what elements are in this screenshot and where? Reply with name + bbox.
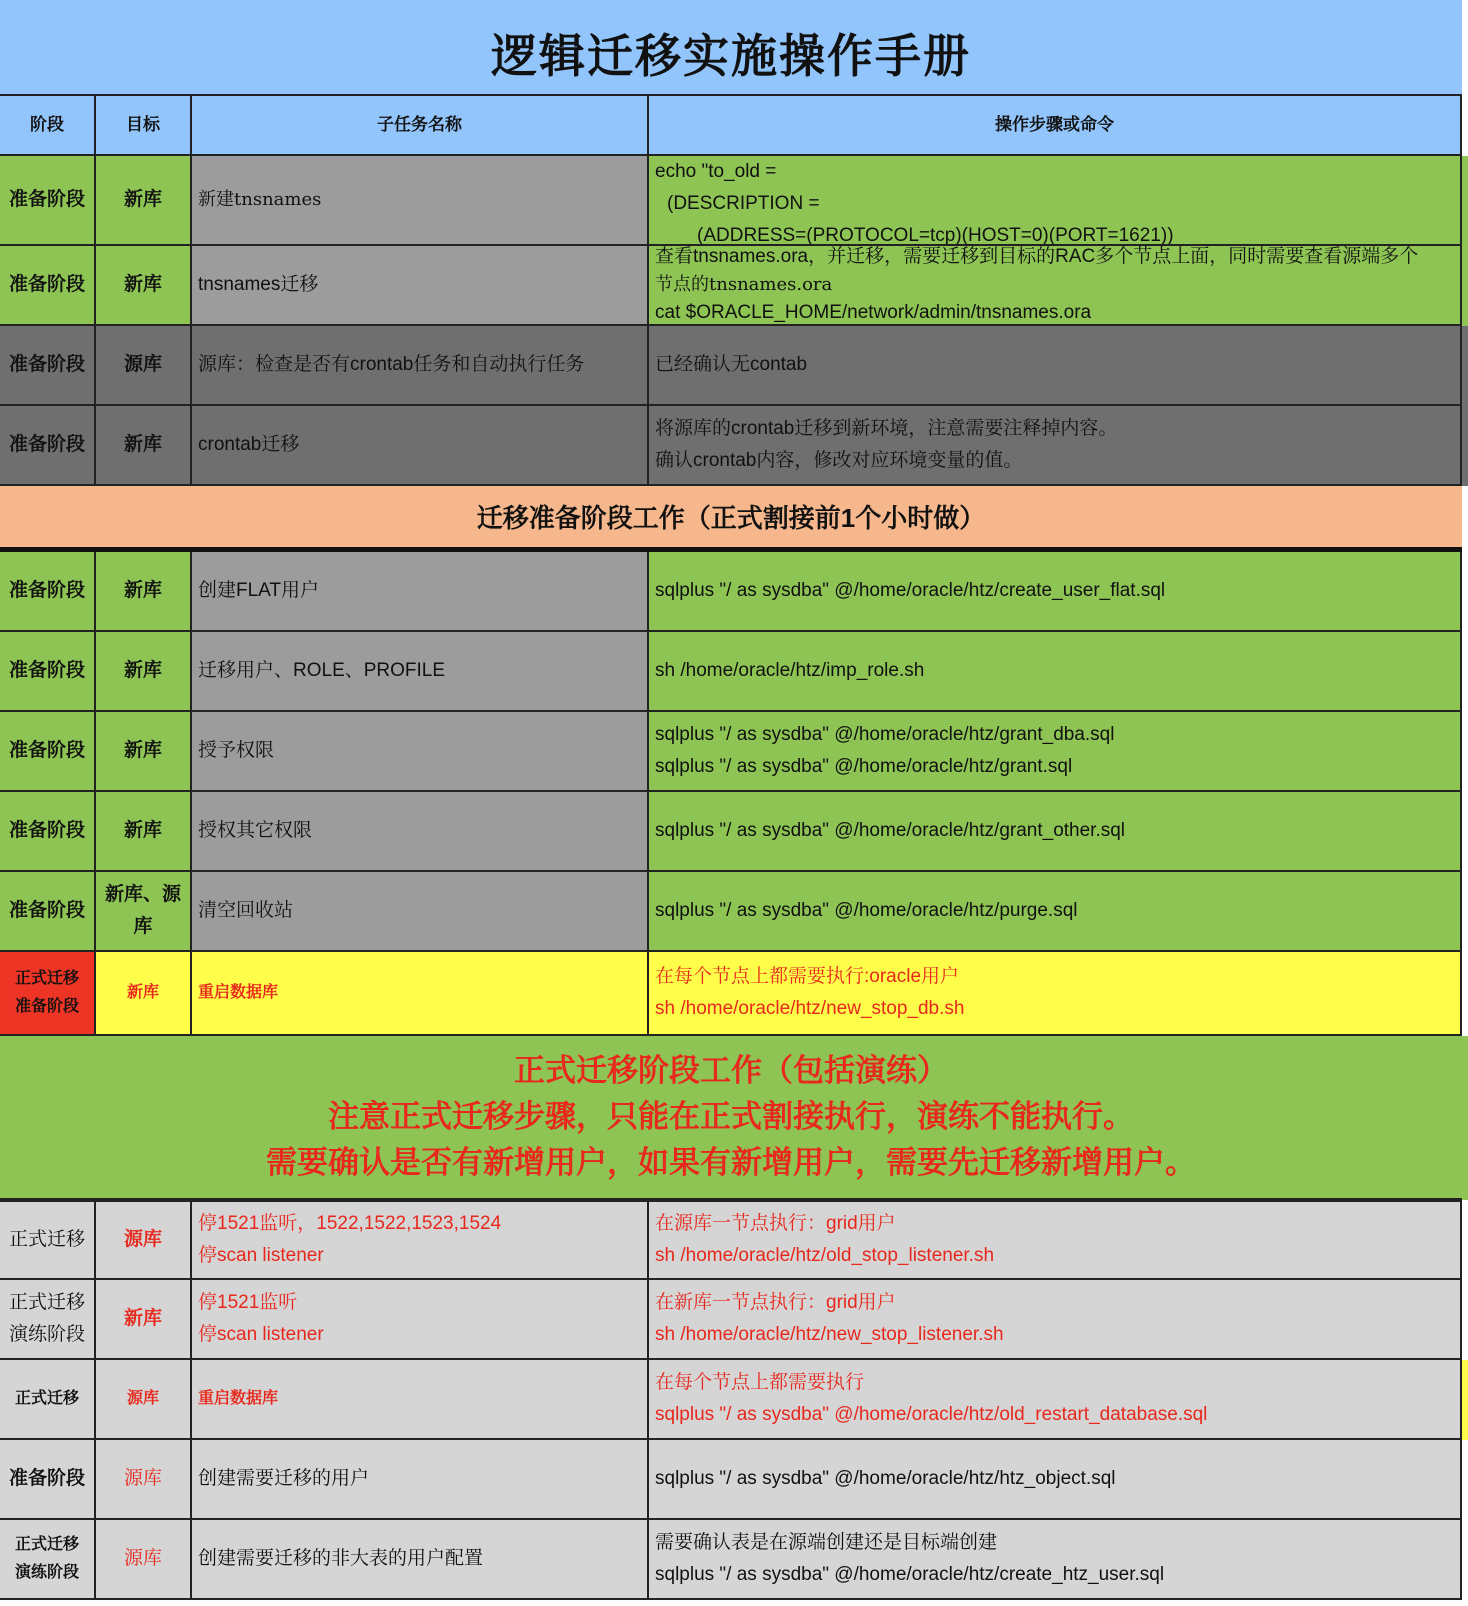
stage-line: 演练阶段 <box>8 1324 85 1345</box>
section-banner-prep: 迁移准备阶段工作（正式割接前1个小时做） <box>0 486 1462 552</box>
table-row <box>0 1360 1462 1440</box>
target-line: 库 <box>133 916 153 937</box>
target-cell: 源库 <box>96 1360 192 1438</box>
target-cell: 源库 <box>96 1202 192 1278</box>
table-row <box>0 1200 1462 1280</box>
step-line: 在每个节点上都需要执行 <box>655 1372 865 1393</box>
stage-cell: 准备阶段 <box>0 156 96 244</box>
steps-cell: 已经确认无contab <box>649 326 1462 404</box>
target-cell: 新库 <box>96 712 192 790</box>
document-title-band <box>0 0 1462 94</box>
table-row <box>0 872 1462 952</box>
steps-cell: sqlplus "/ as sysdba" @/home/oracle/htz/htz_object.sql <box>649 1440 1462 1518</box>
table-row <box>0 326 1462 406</box>
steps-cell <box>649 406 1462 484</box>
subtask-cell: 创建需要迁移的用户 <box>192 1440 649 1518</box>
subtask-cell: 授予权限 <box>192 712 649 790</box>
stage-line: 正式迁移 <box>14 970 79 987</box>
stage-cell <box>0 1280 96 1358</box>
step-line: sqlplus "/ as sysdba" @/home/oracle/htz/grant_dba.sql <box>655 724 1115 745</box>
steps-cell <box>649 952 1462 1034</box>
stage-line: 正式迁移 <box>8 1292 85 1313</box>
table-row <box>0 1440 1462 1520</box>
banner-line: 注意正式迁移步骤，只能在正式割接执行，演练不能执行。 <box>328 1099 1134 1134</box>
subtask-line: 停1521监听 <box>198 1292 298 1313</box>
subtask-cell <box>192 1202 649 1278</box>
stage-cell <box>0 952 96 1034</box>
step-line: sh /home/oracle/htz/new_stop_listener.sh <box>655 1324 1004 1345</box>
stage-line: 准备阶段 <box>14 998 79 1015</box>
table-row <box>0 246 1462 326</box>
table-row <box>0 792 1462 872</box>
step-line: 在新库一节点执行：grid用户 <box>655 1292 896 1313</box>
subtask-cell: 新建tnsnames <box>192 156 649 244</box>
table-row <box>0 156 1462 246</box>
target-cell: 新库 <box>96 552 192 630</box>
steps-cell <box>649 246 1462 324</box>
subtask-cell: 重启数据库 <box>192 1360 649 1438</box>
target-cell: 源库 <box>96 1520 192 1598</box>
subtask-line: 停scan listener <box>198 1324 324 1345</box>
subtask-cell: crontab迁移 <box>192 406 649 484</box>
step-line: 查看tnsnames.ora，并迁移，需要迁移到目标的RAC多个节点上面，同时需要查看源端多个 <box>655 246 1419 267</box>
target-cell: 新库 <box>96 792 192 870</box>
subtask-cell: 迁移用户、ROLE、PROFILE <box>192 632 649 710</box>
steps-cell <box>649 1280 1462 1358</box>
subtask-cell: 重启数据库 <box>192 952 649 1034</box>
target-cell: 新库 <box>96 246 192 324</box>
target-cell: 新库 <box>96 1280 192 1358</box>
step-line: 节点的tnsnames.ora <box>655 274 833 295</box>
step-line: 确认crontab内容，修改对应环境变量的值。 <box>655 450 1023 471</box>
target-cell: 新库 <box>96 952 192 1034</box>
steps-cell <box>649 712 1462 790</box>
steps-cell <box>649 1520 1462 1598</box>
step-line: sqlplus "/ as sysdba" @/home/oracle/htz/grant.sql <box>655 756 1073 777</box>
subtask-line: 停1521监听，1522,1522,1523,1524 <box>198 1213 502 1234</box>
target-cell: 新库 <box>96 632 192 710</box>
header-target: 目标 <box>96 96 192 154</box>
edge-strip <box>1462 1036 1468 1200</box>
steps-cell <box>649 1360 1462 1438</box>
step-line: sh /home/oracle/htz/old_stop_listener.sh <box>655 1245 995 1266</box>
stage-cell: 准备阶段 <box>0 246 96 324</box>
table-row <box>0 1520 1462 1600</box>
stage-cell: 准备阶段 <box>0 872 96 950</box>
table-row <box>0 406 1462 486</box>
subtask-line: 停scan listener <box>198 1245 324 1266</box>
target-cell: 源库 <box>96 1440 192 1518</box>
stage-cell: 准备阶段 <box>0 712 96 790</box>
header-subtask: 子任务名称 <box>192 96 649 154</box>
target-cell: 新库 <box>96 156 192 244</box>
subtask-cell: 源库：检查是否有crontab任务和自动执行任务 <box>192 326 649 404</box>
subtask-cell: 创建需要迁移的非大表的用户配置 <box>192 1520 649 1598</box>
header-steps: 操作步骤或命令 <box>649 96 1462 154</box>
edge-strip <box>1462 326 1468 486</box>
step-line: echo "to_old = <box>655 161 777 182</box>
document-title: 逻辑迁移实施操作手册 <box>491 30 971 82</box>
step-line: (ADDRESS=(PROTOCOL=tcp)(HOST=0)(PORT=1621)) <box>697 225 1174 244</box>
steps-cell: sqlplus "/ as sysdba" @/home/oracle/htz/grant_other.sql <box>649 792 1462 870</box>
stage-cell <box>0 1520 96 1598</box>
stage-cell: 准备阶段 <box>0 792 96 870</box>
step-line: 将源库的crontab迁移到新环境，注意需要注释掉内容。 <box>655 418 1118 439</box>
target-cell: 源库 <box>96 326 192 404</box>
subtask-cell: 创建FLAT用户 <box>192 552 649 630</box>
step-line: cat $ORACLE_HOME/network/admin/tnsnames.ora <box>655 302 1092 323</box>
stage-cell: 准备阶段 <box>0 326 96 404</box>
step-line: 在源库一节点执行：grid用户 <box>655 1213 896 1234</box>
steps-cell: sqlplus "/ as sysdba" @/home/oracle/htz/create_user_flat.sql <box>649 552 1462 630</box>
subtask-cell: 清空回收站 <box>192 872 649 950</box>
target-cell <box>96 872 192 950</box>
subtask-cell: tnsnames迁移 <box>192 246 649 324</box>
section-banner-formal <box>0 1036 1462 1200</box>
table-row <box>0 952 1462 1036</box>
steps-cell <box>649 156 1462 244</box>
table-row <box>0 1280 1462 1360</box>
stage-cell: 正式迁移 <box>0 1202 96 1278</box>
edge-strip <box>1462 1360 1468 1440</box>
target-line: 新库、源 <box>104 884 181 905</box>
subtask-cell <box>192 1280 649 1358</box>
step-line: sqlplus "/ as sysdba" @/home/oracle/htz/create_htz_user.sql <box>655 1564 1165 1585</box>
table-row <box>0 712 1462 792</box>
subtask-cell: 授权其它权限 <box>192 792 649 870</box>
target-cell: 新库 <box>96 406 192 484</box>
stage-cell: 正式迁移 <box>0 1360 96 1438</box>
header-stage: 阶段 <box>0 96 96 154</box>
stage-line: 演练阶段 <box>14 1564 79 1581</box>
step-line: sqlplus "/ as sysdba" @/home/oracle/htz/old_restart_database.sql <box>655 1404 1208 1425</box>
banner-line: 需要确认是否有新增用户，如果有新增用户，需要先迁移新增用户。 <box>266 1145 1196 1180</box>
step-line: 在每个节点上都需要执行:oracle用户 <box>655 966 960 987</box>
stage-cell: 准备阶段 <box>0 632 96 710</box>
step-line: 需要确认表是在源端创建还是目标端创建 <box>655 1532 998 1553</box>
edge-strip <box>1462 156 1468 326</box>
steps-cell <box>649 1202 1462 1278</box>
stage-cell: 准备阶段 <box>0 552 96 630</box>
step-line: sh /home/oracle/htz/new_stop_db.sh <box>655 998 965 1019</box>
steps-cell: sh /home/oracle/htz/imp_role.sh <box>649 632 1462 710</box>
stage-line: 正式迁移 <box>14 1536 79 1553</box>
stage-cell: 准备阶段 <box>0 406 96 484</box>
table-row <box>0 552 1462 632</box>
table-header-row <box>0 94 1462 156</box>
step-line: (DESCRIPTION = <box>667 193 820 214</box>
stage-cell: 准备阶段 <box>0 1440 96 1518</box>
table-row <box>0 632 1462 712</box>
banner-line: 正式迁移阶段工作（包括演练） <box>514 1053 948 1088</box>
steps-cell: sqlplus "/ as sysdba" @/home/oracle/htz/purge.sql <box>649 872 1462 950</box>
